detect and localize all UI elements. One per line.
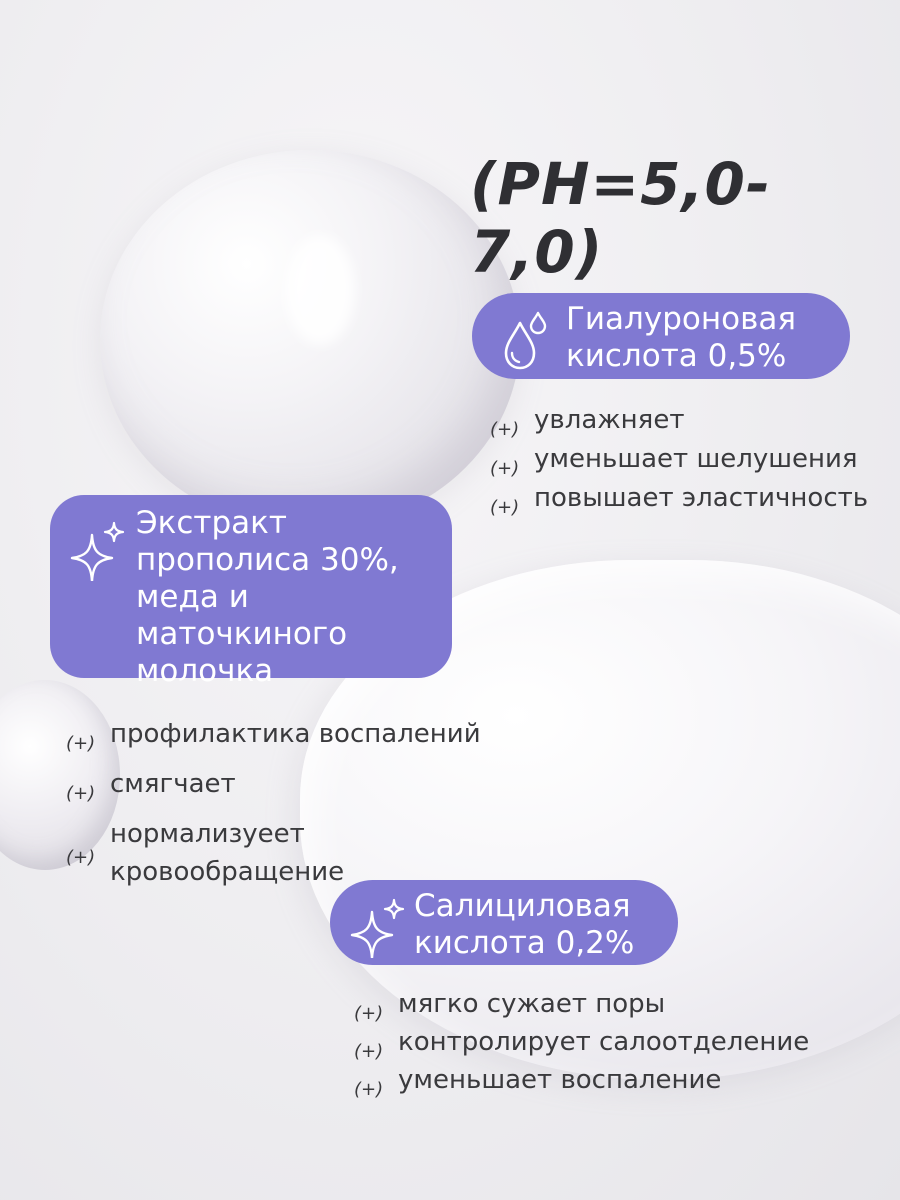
list-item — [66, 715, 481, 763]
benefit-text: контролирует салоотделение — [398, 1027, 810, 1057]
ph-heading: (PH=5,0-7,0) — [470, 150, 771, 286]
ingredient-name-line: прополиса 30%, — [136, 542, 399, 578]
plus-marker: (+) — [490, 419, 520, 440]
ingredient-name-line: маточкиного — [136, 616, 348, 652]
ingredient-name-line: молочка — [136, 653, 274, 689]
plus-marker: (+) — [66, 783, 96, 804]
list-item — [490, 441, 868, 480]
benefit-list-hyaluronic — [490, 402, 868, 519]
list-item — [354, 1023, 809, 1061]
ingredient-name — [566, 301, 796, 375]
benefit-text: повышает эластичность — [534, 483, 869, 513]
bubble-highlight — [285, 235, 355, 345]
benefit-list-propolis — [66, 715, 481, 893]
benefit-text — [110, 815, 344, 891]
benefit-text: мягко сужает поры — [398, 989, 666, 1019]
ingredient-badge-propolis — [50, 495, 452, 689]
sparkle-icon — [70, 521, 126, 581]
list-item — [354, 985, 809, 1023]
ingredient-badge-salicylic — [330, 880, 678, 965]
plus-marker: (+) — [354, 1041, 384, 1062]
plus-marker: (+) — [66, 847, 96, 868]
list-item — [490, 402, 868, 441]
ingredient-name — [136, 505, 399, 690]
drops-icon — [500, 311, 550, 371]
plus-marker: (+) — [354, 1003, 384, 1024]
ingredient-name-line: меда и — [136, 579, 249, 615]
ingredient-name-line: кислота 0,2% — [414, 925, 635, 961]
benefit-text: профилактика воспалений — [110, 719, 481, 749]
plus-marker: (+) — [490, 458, 520, 479]
benefit-text: смягчает — [110, 769, 236, 799]
ingredient-name-line: Экстракт — [136, 505, 287, 541]
ingredient-name — [414, 888, 634, 962]
benefit-text: увлажняет — [534, 405, 685, 435]
plus-marker: (+) — [490, 497, 520, 518]
ingredient-name-line: Салициловая — [414, 888, 631, 924]
list-item — [66, 765, 481, 813]
ingredient-name-line: Гиалуроновая — [566, 301, 797, 337]
benefit-text: уменьшает воспаление — [398, 1065, 722, 1095]
plus-marker: (+) — [66, 733, 96, 754]
ingredient-name-line: кислота 0,5% — [566, 338, 787, 374]
benefit-text-line: нормализуеет — [110, 819, 305, 849]
plus-marker: (+) — [354, 1079, 384, 1100]
ingredient-badge-hyaluronic — [472, 293, 850, 379]
benefit-text-line: кровообращение — [110, 857, 345, 887]
list-item — [354, 1061, 809, 1099]
list-item — [490, 480, 868, 519]
sparkle-icon — [350, 898, 406, 958]
benefit-text: уменьшает шелушения — [534, 444, 858, 474]
benefit-list-salicylic — [354, 985, 809, 1099]
